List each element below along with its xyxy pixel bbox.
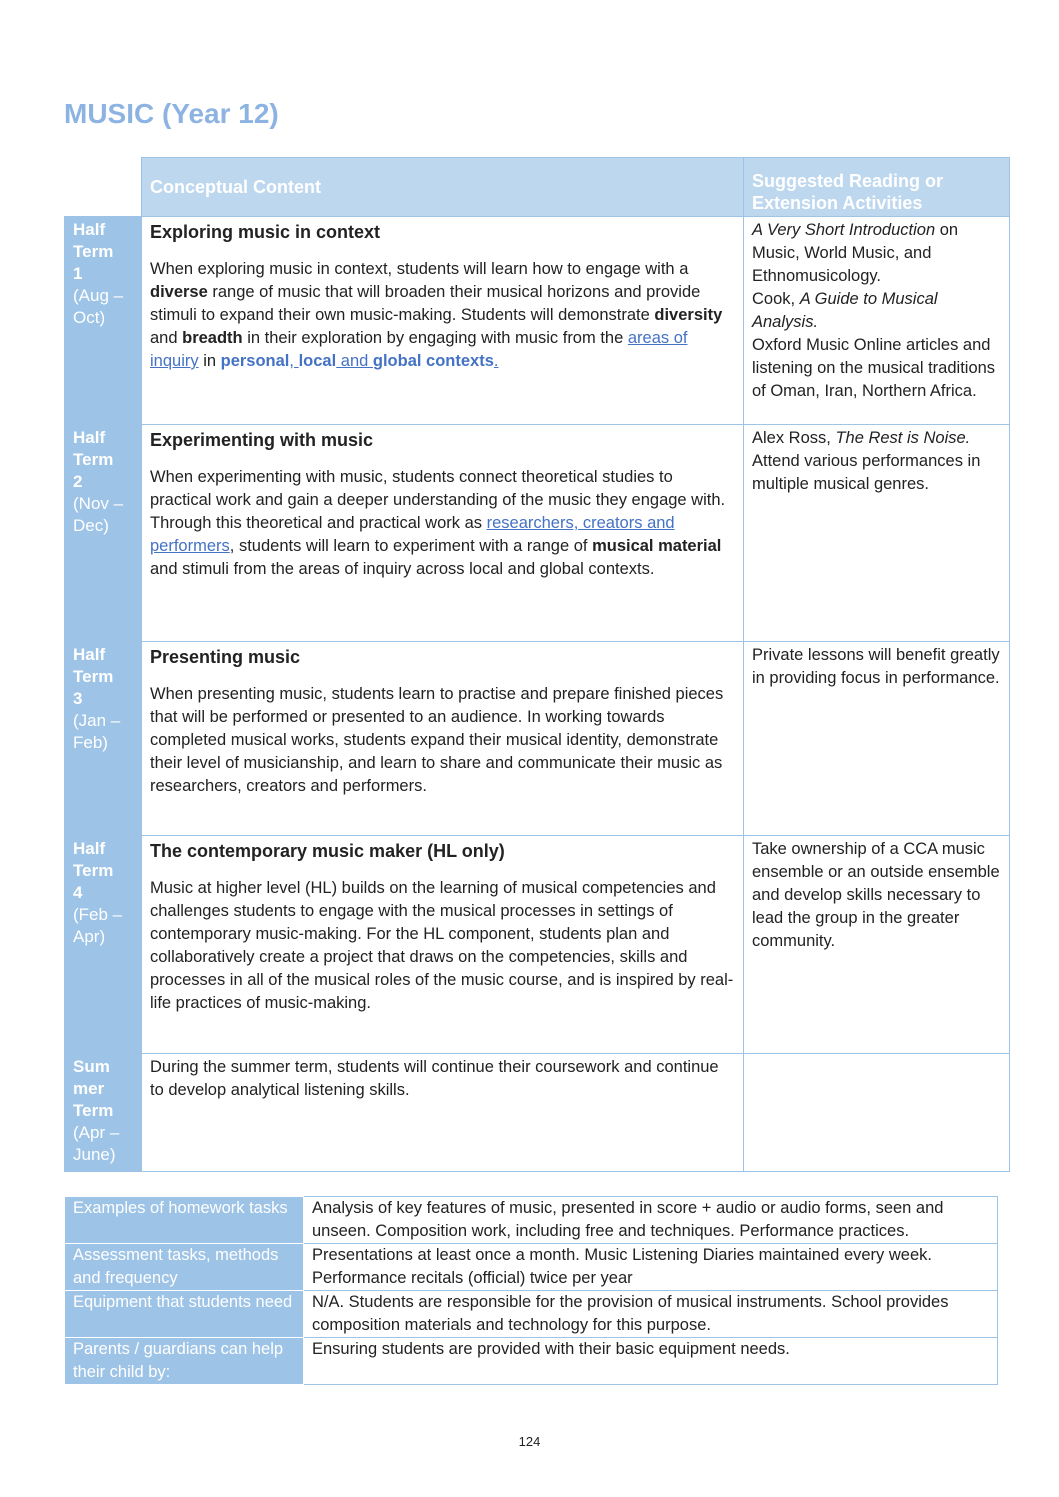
context-emphasis: global contexts [372,352,494,370]
text-run: in their exploration by engaging with music from the [242,329,628,347]
term-name: 3 [73,689,83,708]
topic-heading: Experimenting with music [150,430,374,450]
term-name: Term [73,1101,114,1120]
term-row [65,836,1010,1054]
reading-item [752,838,1001,953]
text-run: , students will learn to experiment with a range of [229,537,593,555]
curriculum-table [64,157,1010,1172]
row-value: Analysis of key features of music, presented in score + audio or audio forms, seen and unseen. Composition work, including free and techniques. Performance practices. [304,1197,998,1244]
homework-row [65,1338,998,1385]
book-title: A Guide to Musical Analysis. [752,290,938,331]
row-label: Parents / guardians can help their child by: [65,1338,304,1385]
term-dates: (Apr – June) [73,1123,120,1164]
homework-table [64,1196,998,1385]
reading-item [752,450,1001,496]
term-dates: (Feb – Apr) [73,905,123,946]
reading-cell [744,425,1010,642]
text-run: When experimenting with music, students connect theoretical studies to practical work and gain a deeper understanding of the music they engage with. Through this theoretical and practical work as [150,468,726,532]
term-label [65,217,142,425]
reading-cell [744,642,1010,836]
term-dates: (Nov – Dec) [73,494,124,535]
reading-item [752,219,1001,288]
text-run: Private lessons will benefit greatly in providing focus in performance. [752,646,1000,687]
term-label [65,836,142,1054]
text-run: Alex Ross, [752,429,836,447]
text-run: range of music that will broaden their musical horizons and provide stimuli to expand their own music-making. Students will demonstrate [150,283,701,324]
conceptual-content-cell [142,1054,744,1172]
reading-cell [744,836,1010,1054]
term-dates: (Aug – Oct) [73,286,124,327]
row-label: Equipment that students need [65,1291,304,1338]
term-name: 1 [73,264,83,283]
conceptual-content-cell [142,642,744,836]
inline-link[interactable]: , [289,352,299,370]
page-title: MUSIC (Year 12) [64,98,279,129]
row-label: Examples of homework tasks [65,1197,304,1244]
term-name: Half [73,839,106,858]
term-name: Term [73,242,114,261]
term-name: Sum [73,1057,110,1076]
page-number: 124 [518,1434,541,1449]
term-row [65,1054,1010,1172]
term-row [65,217,1010,425]
term-dates: (Jan – Feb) [73,711,121,752]
term-name: Term [73,861,114,880]
text-run: Cook, [752,290,800,308]
term-name: Half [73,220,106,239]
text-run: When presenting music, students learn to practise and prepare finished pieces that will be performed or presented to an audience. In working towards completed musical works, students expand their musical identity, demonstrate their level of musicianship, and learn to share and communicate their music as researchers, creators and performers. [150,685,724,795]
term-label [65,642,142,836]
header-suggested-reading: Suggested Reading or Extension Activities [744,158,1010,217]
context-emphasis: personal [220,352,290,370]
homework-row [65,1197,998,1244]
term-name: Half [73,645,106,664]
topic-description [150,466,735,581]
book-title: A Very Short Introduction [752,221,936,239]
reading-cell [744,1054,1010,1172]
reading-cell [744,217,1010,425]
reading-item [752,427,1001,450]
bold-term: diverse [150,283,208,301]
term-label [65,1054,142,1172]
topic-description [150,258,735,373]
text-run: Oxford Music Online articles and listening on the musical traditions of Oman, Iran, Northern Africa. [752,336,996,400]
term-name: 4 [73,883,83,902]
topic-description [150,877,735,1015]
inline-link[interactable]: areas of inquiry [150,329,688,370]
header-conceptual-content: Conceptual Content [142,158,744,217]
context-emphasis: local [298,352,337,370]
reading-item [752,644,1001,690]
term-name: 2 [73,472,83,491]
text-run: Take ownership of a CCA music ensemble or an outside ensemble and develop skills necessary to lead the group in the greater community. [752,840,1000,950]
term-name: Term [73,450,114,469]
topic-description [150,1056,735,1102]
reading-item [752,288,1001,334]
text-run: When exploring music in context, students will learn how to engage with a [150,260,689,278]
text-run: Music at higher level (HL) builds on the learning of musical competencies and challenges students to engage with the musical processes in settings of contemporary music-making. For the HL component, students plan and collaboratively create a project that draws on the competencies, skills and processes in all of the musical roles of the music course, and is inspired by real-life practices of music-making. [150,879,734,1012]
reading-item [752,334,1001,403]
text-run: and [150,329,183,347]
term-name: Half [73,428,106,447]
term-label [65,425,142,642]
text-run: Attend various performances in multiple musical genres. [752,452,981,493]
inline-link[interactable]: . [493,352,499,370]
row-value: Presentations at least once a month. Music Listening Diaries maintained every week. Performance recitals (official) twice per year [304,1244,998,1291]
term-name: mer [73,1079,105,1098]
text-run: During the summer term, students will continue their coursework and continue to develop analytical listening skills. [150,1058,719,1099]
text-run: on Music, World Music, and Ethnomusicology. [752,221,959,285]
conceptual-content-cell [142,425,744,642]
conceptual-content-cell [142,217,744,425]
term-name: Term [73,667,114,686]
term-row [65,642,1010,836]
book-title: The Rest is Noise. [835,429,971,447]
topic-heading: Presenting music [150,647,301,667]
inline-link[interactable]: researchers, creators and performers [150,514,675,555]
text-run: and stimuli from the areas of inquiry across local and global contexts. [150,560,655,578]
homework-row [65,1291,998,1338]
row-label: Assessment tasks, methods and frequency [65,1244,304,1291]
bold-term: musical material [592,537,722,555]
bold-term: diversity [654,306,723,324]
row-value: N/A. Students are responsible for the provision of musical instruments. School provides composition materials and technology for this purpose. [304,1291,998,1338]
topic-heading: Exploring music in context [150,222,381,242]
text-run: in [198,352,221,370]
homework-row [65,1244,998,1291]
row-value: Ensuring students are provided with their basic equipment needs. [304,1338,998,1385]
bold-term: breadth [182,329,243,347]
term-row [65,425,1010,642]
topic-heading: The contemporary music maker (HL only) [150,841,505,861]
conceptual-content-cell [142,836,744,1054]
topic-description [150,683,735,798]
inline-link[interactable]: and [336,352,373,370]
empty-header-cell [65,158,142,217]
